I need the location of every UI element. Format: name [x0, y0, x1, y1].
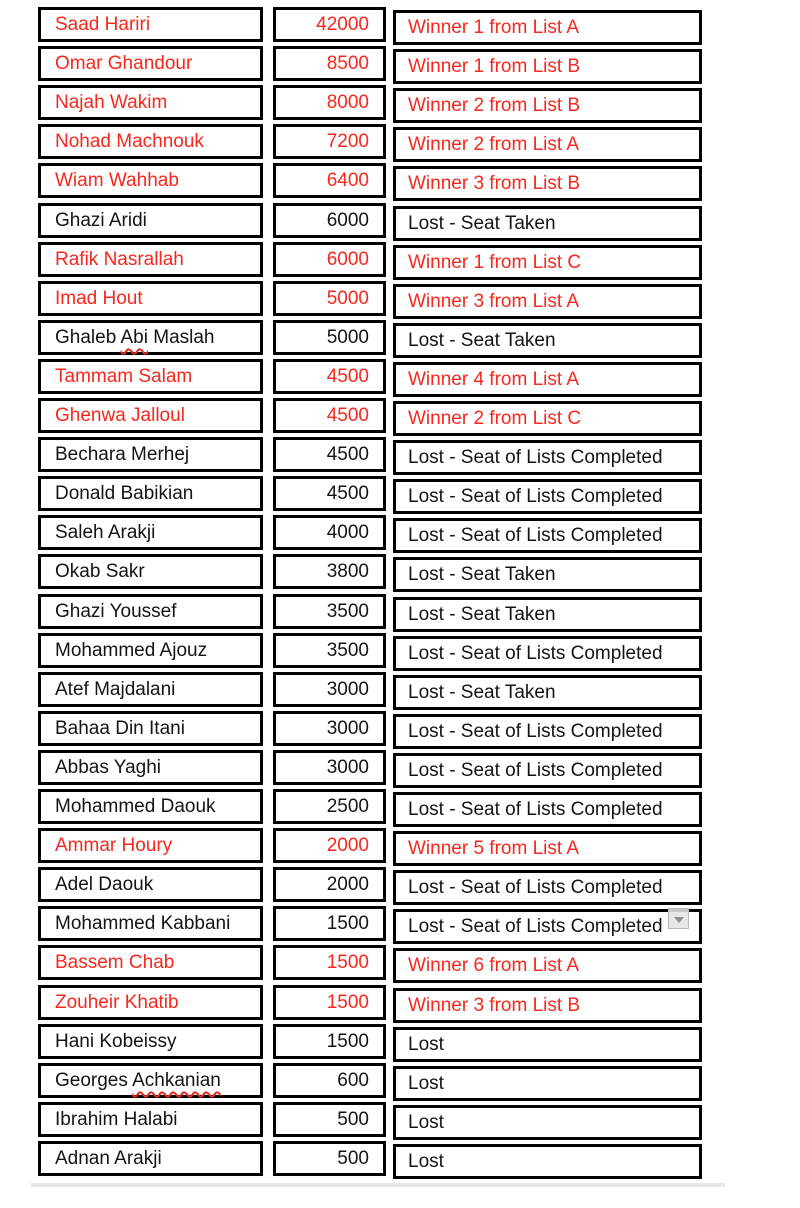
vote-count: 1500 [326, 952, 369, 973]
name-cell[interactable] [38, 672, 263, 707]
name-cell[interactable] [38, 85, 263, 120]
result-status: Lost - Seat of Lists Completed [408, 447, 663, 468]
name-cell[interactable] [38, 398, 263, 433]
name-cell[interactable] [38, 163, 263, 198]
status-cell[interactable] [393, 401, 702, 436]
result-status: Lost - Seat of Lists Completed [408, 760, 663, 781]
vote-count: 1500 [326, 992, 369, 1013]
votes-cell[interactable] [273, 242, 386, 277]
candidate-name: Mohammed Kabbani [55, 913, 231, 934]
name-cell[interactable] [38, 437, 263, 472]
votes-cell[interactable] [273, 906, 386, 941]
status-cell[interactable] [393, 675, 702, 710]
status-cell[interactable] [393, 49, 702, 84]
name-cell[interactable] [38, 515, 263, 550]
candidate-name: Saad Hariri [55, 14, 151, 35]
name-cell[interactable] [38, 828, 263, 863]
name-cell[interactable] [38, 320, 263, 355]
vote-count: 3000 [326, 718, 369, 739]
result-status: Lost - Seat Taken [408, 682, 556, 703]
vote-count: 8000 [326, 92, 369, 113]
name-cell[interactable] [38, 359, 263, 394]
result-status: Lost - Seat of Lists Completed [408, 799, 663, 820]
votes-cell[interactable] [273, 203, 386, 238]
candidate-name: Ammar Houry [55, 835, 173, 856]
status-cell[interactable] [393, 206, 702, 241]
candidate-name: Imad Hout [55, 288, 143, 309]
votes-cell[interactable] [273, 789, 386, 824]
candidate-name: Adel Daouk [55, 874, 154, 895]
status-cell[interactable] [393, 831, 702, 866]
candidate-name: Ghenwa Jalloul [55, 405, 185, 426]
name-cell[interactable] [38, 7, 263, 42]
result-status: Winner 2 from List C [408, 408, 582, 429]
votes-cell[interactable] [273, 163, 386, 198]
vote-count: 42000 [316, 14, 369, 35]
vote-count: 4500 [326, 366, 369, 387]
name-cell[interactable] [38, 46, 263, 81]
votes-cell[interactable] [273, 398, 386, 433]
votes-cell[interactable] [273, 46, 386, 81]
status-cell[interactable] [393, 792, 702, 827]
candidate-name: Saleh Arakji [55, 522, 156, 543]
candidate-name: Wiam Wahhab [55, 170, 179, 191]
status-cell[interactable] [393, 1105, 702, 1140]
candidate-name: Atef Majdalani [55, 679, 176, 700]
vote-count: 3500 [326, 601, 369, 622]
vote-count: 4500 [326, 405, 369, 426]
name-cell[interactable] [38, 594, 263, 629]
candidate-name: Bassem Chab [55, 952, 175, 973]
status-cell[interactable] [393, 323, 702, 358]
vote-count: 3800 [326, 561, 369, 582]
vote-count: 600 [337, 1070, 369, 1091]
result-status: Lost - Seat Taken [408, 604, 556, 625]
votes-cell[interactable] [273, 320, 386, 355]
result-status: Winner 1 from List B [408, 56, 581, 77]
votes-cell[interactable] [273, 85, 386, 120]
status-cell[interactable] [393, 988, 702, 1023]
candidate-name: Mohammed Daouk [55, 796, 216, 817]
votes-cell[interactable] [273, 1102, 386, 1137]
name-cell[interactable] [38, 633, 263, 668]
candidate-name: Mohammed Ajouz [55, 640, 208, 661]
votes-cell[interactable] [273, 281, 386, 316]
candidate-name: Adnan Arakji [55, 1148, 162, 1169]
votes-cell[interactable] [273, 554, 386, 589]
status-cell[interactable] [393, 909, 702, 944]
result-status: Lost - Seat Taken [408, 564, 556, 585]
votes-cell[interactable] [273, 476, 386, 511]
name-cell[interactable] [38, 1141, 263, 1176]
votes-cell[interactable] [273, 1141, 386, 1176]
name-cell[interactable] [38, 554, 263, 589]
result-status: Lost [408, 1034, 444, 1055]
vote-count: 2500 [326, 796, 369, 817]
candidate-name: Omar Ghandour [55, 53, 193, 74]
vote-count: 4000 [326, 522, 369, 543]
status-cell[interactable] [393, 10, 702, 45]
result-status: Winner 4 from List A [408, 369, 580, 390]
candidate-name: Ghazi Aridi [55, 210, 147, 231]
result-status: Winner 3 from List B [408, 995, 581, 1016]
vote-count: 5000 [326, 288, 369, 309]
result-status: Winner 3 from List B [408, 173, 581, 194]
name-cell[interactable] [38, 242, 263, 277]
votes-cell[interactable] [273, 711, 386, 746]
vote-count: 500 [337, 1148, 369, 1169]
name-cell[interactable] [38, 476, 263, 511]
votes-cell[interactable] [273, 594, 386, 629]
vote-count: 500 [337, 1109, 369, 1130]
result-status: Winner 1 from List C [408, 252, 582, 273]
name-cell[interactable] [38, 1063, 263, 1098]
candidate-name: Tammam Salam [55, 366, 193, 387]
result-status: Lost - Seat of Lists Completed [408, 916, 663, 937]
name-cell[interactable] [38, 711, 263, 746]
votes-cell[interactable] [273, 437, 386, 472]
result-status: Lost [408, 1151, 444, 1172]
votes-cell[interactable] [273, 828, 386, 863]
status-cell[interactable] [393, 166, 702, 201]
name-cell[interactable] [38, 1024, 263, 1059]
votes-cell[interactable] [273, 633, 386, 668]
candidate-name: Nohad Machnouk [55, 131, 204, 152]
vote-count: 1500 [326, 913, 369, 934]
candidate-name: Rafik Nasrallah [55, 249, 184, 270]
vote-count: 2000 [326, 835, 369, 856]
status-cell[interactable] [393, 284, 702, 319]
candidate-name: Ibrahim Halabi [55, 1109, 178, 1130]
vote-count: 5000 [326, 327, 369, 348]
result-status: Lost [408, 1112, 444, 1133]
result-status: Winner 2 from List A [408, 134, 580, 155]
status-cell[interactable] [393, 518, 702, 553]
candidate-name: Najah Wakim [55, 92, 168, 113]
candidate-name: Bahaa Din Itani [55, 718, 185, 739]
votes-cell[interactable] [273, 7, 386, 42]
status-cell[interactable] [393, 1144, 702, 1179]
status-cell[interactable] [393, 127, 702, 162]
name-cell[interactable] [38, 750, 263, 785]
votes-cell[interactable] [273, 359, 386, 394]
candidate-name: Abbas Yaghi [55, 757, 161, 778]
status-cell[interactable] [393, 714, 702, 749]
vote-count: 8500 [326, 53, 369, 74]
name-cell[interactable] [38, 789, 263, 824]
votes-cell[interactable] [273, 1063, 386, 1098]
candidate-name: Hani Kobeissy [55, 1031, 177, 1052]
name-cell[interactable] [38, 203, 263, 238]
result-status: Winner 6 from List A [408, 955, 580, 976]
vote-count: 6000 [326, 249, 369, 270]
name-cell[interactable] [38, 867, 263, 902]
status-cell[interactable] [393, 557, 702, 592]
filter-dropdown-button[interactable] [668, 908, 689, 929]
name-cell[interactable] [38, 1102, 263, 1137]
votes-cell[interactable] [273, 124, 386, 159]
result-status: Winner 3 from List A [408, 291, 580, 312]
name-cell[interactable] [38, 985, 263, 1020]
vote-count: 4500 [326, 483, 369, 504]
result-status: Winner 2 from List B [408, 95, 581, 116]
status-cell[interactable] [393, 479, 702, 514]
candidate-name: Bechara Merhej [55, 444, 190, 465]
result-status: Lost - Seat of Lists Completed [408, 486, 663, 507]
status-cell[interactable] [393, 636, 702, 671]
result-status: Lost - Seat of Lists Completed [408, 643, 663, 664]
status-cell[interactable] [393, 362, 702, 397]
votes-cell[interactable] [273, 1024, 386, 1059]
votes-cell[interactable] [273, 867, 386, 902]
candidate-name: Okab Sakr [55, 561, 145, 582]
votes-cell[interactable] [273, 985, 386, 1020]
status-cell[interactable] [393, 597, 702, 632]
candidate-name: Georges Achkanian [55, 1070, 221, 1091]
chevron-down-icon [674, 917, 684, 923]
result-status: Lost - Seat of Lists Completed [408, 525, 663, 546]
result-status: Lost - Seat of Lists Completed [408, 721, 663, 742]
status-cell[interactable] [393, 440, 702, 475]
candidate-name: Zouheir Khatib [55, 992, 179, 1013]
result-status: Winner 1 from List A [408, 17, 580, 38]
name-cell[interactable] [38, 945, 263, 980]
status-cell[interactable] [393, 1066, 702, 1101]
candidate-name: Donald Babikian [55, 483, 194, 504]
result-status: Lost [408, 1073, 444, 1094]
result-status: Lost - Seat of Lists Completed [408, 877, 663, 898]
misspelled-word: Abi [120, 327, 148, 348]
votes-cell[interactable] [273, 945, 386, 980]
vote-count: 2000 [326, 874, 369, 895]
vote-count: 6000 [326, 210, 369, 231]
result-status: Lost - Seat Taken [408, 213, 556, 234]
result-status: Winner 5 from List A [408, 838, 580, 859]
name-cell[interactable] [38, 281, 263, 316]
vote-count: 7200 [326, 131, 369, 152]
status-cell[interactable] [393, 88, 702, 123]
votes-cell[interactable] [273, 750, 386, 785]
vote-count: 6400 [326, 170, 369, 191]
result-status: Lost - Seat Taken [408, 330, 556, 351]
vote-count: 3000 [326, 757, 369, 778]
status-cell[interactable] [393, 1027, 702, 1062]
scrollbar-edge [31, 1183, 725, 1187]
votes-cell[interactable] [273, 515, 386, 550]
candidate-name: Ghaleb Abi Maslah [55, 327, 215, 348]
vote-count: 1500 [326, 1031, 369, 1052]
vote-count: 3000 [326, 679, 369, 700]
vote-count: 3500 [326, 640, 369, 661]
vote-count: 4500 [326, 444, 369, 465]
name-cell[interactable] [38, 124, 263, 159]
votes-cell[interactable] [273, 672, 386, 707]
status-cell[interactable] [393, 948, 702, 983]
name-cell[interactable] [38, 906, 263, 941]
candidate-name: Ghazi Youssef [55, 601, 177, 622]
status-cell[interactable] [393, 753, 702, 788]
misspelled-word: Achkanian [132, 1070, 221, 1091]
status-cell[interactable] [393, 245, 702, 280]
status-cell[interactable] [393, 870, 702, 905]
